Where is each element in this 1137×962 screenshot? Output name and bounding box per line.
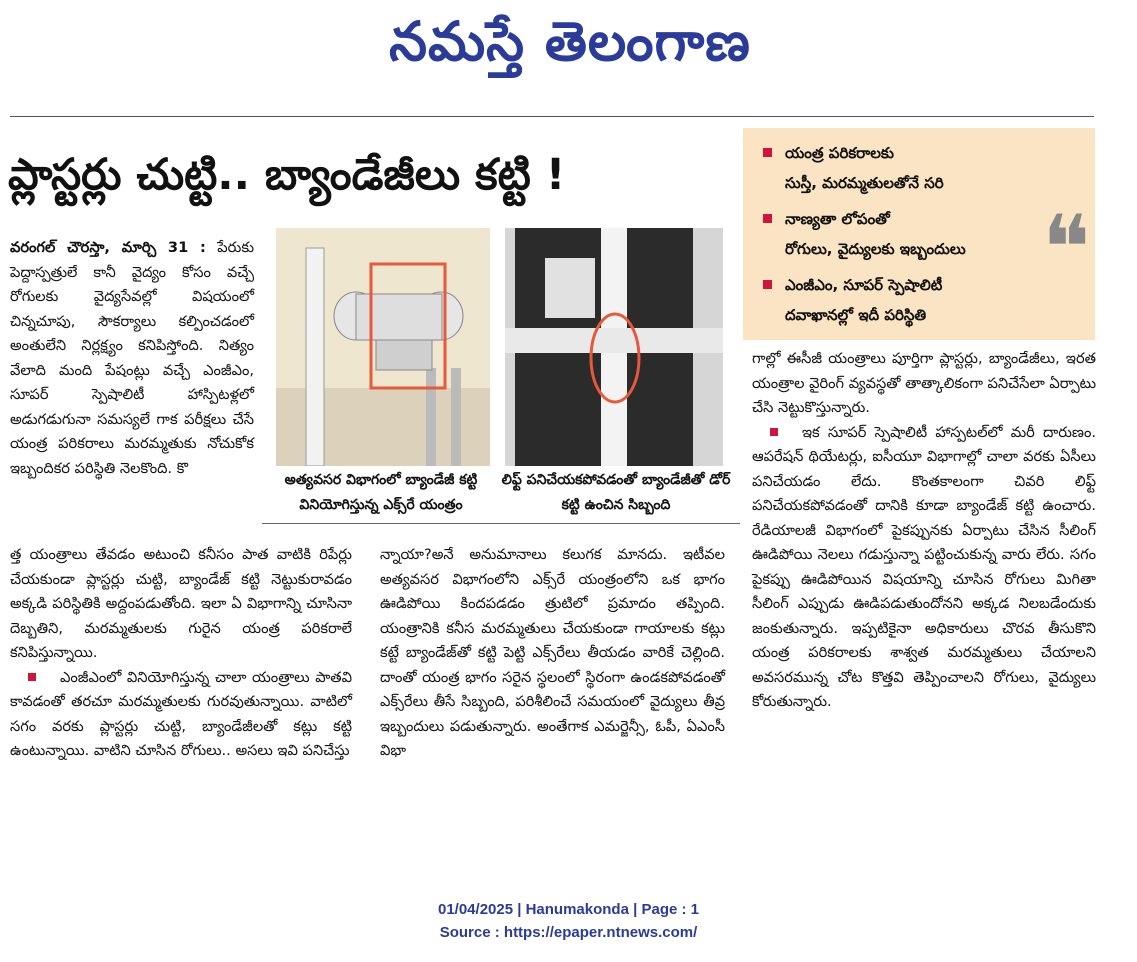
article-paragraph: త్త యంత్రాలు తేవడం అటుంచి కనీసం పాత వాటికి రిపేర్లు చేయకుండా ప్లాస్టర్లు చుట్టి, బ్యాండేజ్ కట్టి నెట్టుకురావడం అక్కడి పరిస్థితికి అద్దంపడుతోంది. ఇలా ఏ విభాగాన్ని చూసినా దెబ్బతిని, మరమ్మతులకు గురైన యంత్ర పరికరాలే కనిపిస్తున్నాయి. <box>10 546 352 661</box>
lift-door-illustration <box>505 228 723 466</box>
highlight-item-1 <box>763 138 944 198</box>
article-lead-text: పేరుకు పెద్దాస్పత్రులే కానీ వైద్యం కోసం వచ్చే రోగులకు వైద్యసేవల్లో విషయంలో చిన్నచూపు, సౌకర్యాలు కల్పించడంలో అంతులేని నిర్లక్ష్యం కనిపిస్తోంది. నిత్యం వేలాది మంది పేషంట్లు వచ్చే ఎంజీఎం, సూపర్ స్పెషాలిటీ హాస్పిటళ్లలో అడుగడుగునా సమస్యలే గాక పరీక్షలు చేసే యంత్ర పరికరాలు మరమ్మతుకు నోచుకోక ఇబ్బందికర పరిస్థితి నెలకొంది. కొ <box>10 239 255 477</box>
footer-edition-info: 01/04/2025 | Hanumakonda | Page : 1 <box>437 901 699 918</box>
quote-mark-icon: ❝ <box>1042 196 1091 301</box>
article-dateline: వరంగల్ చౌరస్తా, మార్చి 31 : <box>10 239 206 256</box>
article-column-2 <box>380 543 725 764</box>
article-column-1-bottom <box>10 543 352 764</box>
footer-source: Source : https://epaper.ntnews.com/ <box>439 924 698 941</box>
highlight-item-1-line2: సుస్తీ, మరమ్మతులతోనే సరి <box>785 174 944 192</box>
highlight-item-2-line1: నాణ్యతా లోపంతో <box>785 210 890 228</box>
photo-caption-lift: లిఫ్ట్ పనిచేయకపోవడంతో బ్యాండేజీతో డోర్ కట్టి ఉంచిన సిబ్బంది <box>501 472 731 513</box>
highlight-item-3-line1: ఎంజీఎం, సూపర్ స్పెషాలిటీ <box>785 276 943 294</box>
article-headline: ప్లాస్టర్లు చుట్టి.. బ్యాండేజీలు కట్టి ! <box>8 150 566 200</box>
bullet-icon <box>763 148 772 157</box>
article-paragraph: ఇక సూపర్ స్పెషాలిటీ హాస్పటల్‌లో మరీ దారుణం. ఆపరేషన్ థియేటర్లు, ఐసీయూ విభాగాల్లో చాలా వరకు ఏసీలు పనిచేయడం లేదు. కొంతకాలంగా చివరి లిఫ్ట్ పనిచేయకపోవడంతో దానికి కూడా బ్యాండేజ్ కట్టి ఉంచారు. రేడియాలజీ విభాగంలో పైకప్పునకు ఏర్పాటు చేసిన సీలింగ్ ఊడిపోయి నెలలు గడుస్తున్నా పట్టించుకున్న వారు లేరు. సగం పైకప్పు ఊడిపోయిన విషయాన్ని చూసిన రోగులు మిగితా సీలింగ్ ఎప్పుడు ఊడిపడుతుందోనని అక్కడ నిలబడేందుకు జంకుతున్నారు. ఇప్పటికైనా అధికారులు చొరవ తీసుకొని యంత్ర పరికరాలకు శాశ్వత మరమ్మతులు చేయాలని అవసరమున్న చోట కొత్తవి తెప్పించాలని రోగులు, వైద్యులు కోరుతున్నారు. <box>752 423 1096 710</box>
bullet-icon <box>763 214 772 223</box>
article-column-3 <box>752 347 1096 715</box>
lift-door-photo <box>505 228 723 466</box>
highlight-item-3-line2: దవాఖానల్లో ఇదీ పరిస్థితి <box>785 306 927 324</box>
masthead-logo: నమస్తే తెలంగాణ <box>389 9 751 73</box>
bullet-icon <box>763 280 772 289</box>
highlight-item-2-line2: రోగులు, వైద్యులకు ఇబ్బందులు <box>785 240 966 258</box>
page-footer <box>0 898 1137 944</box>
bullet-icon <box>28 673 36 681</box>
article-paragraph: ఎంజీఎంలో వినియోగిస్తున్న చాలా యంత్రాలు పాతవి కావడంతో తరచూ మరమ్మతులకు గురవుతున్నాయి. వాటిలో సగం వరకు ప్లాస్టర్లు చుట్టి, బ్యాండేజీలతో కట్లు కట్టి ఉంటున్నాయి. వాటిని చూసిన రోగులు.. అసలు ఇవి పనిచేస్తు <box>10 668 352 759</box>
photo-caption-xray: అత్యవసర విభాగంలో బ్యాండేజీ కట్టి వినియోగిస్తున్న ఎక్స్‌రే యంత్రం <box>284 472 478 513</box>
highlight-item-2 <box>763 204 966 264</box>
article-paragraph: గాల్లో ఈసీజీ యంత్రాలు పూర్తిగా ప్లాస్టర్లు, బ్యాండేజీలు, ఇరత యంత్రాల వైరింగ్ వ్యవస్థతో తాత్కాలికంగా పనిచేసేలా ఏర్పాటు చేసి నెట్టుకొస్తున్నారు. <box>752 350 1096 416</box>
highlight-item-3 <box>763 270 942 330</box>
article-paragraph: న్నాయా?అనే అనుమానాలు కలుగక మానదు. ఇటీవల అత్యవసర విభాగంలోని ఎక్స్‌రే యంత్రంలోని ఒక భాగం ఊడిపోయి కిందపడడం త్రుటిలో ప్రమాదం తప్పింది. యంత్రానికి కనీస మరమ్మతులు చేయకుండా గాయాలకు కట్లు కట్టే బ్యాండేజ్‌తో కట్టి పెట్టి ఎక్స్‌రేలు తీయడం వారికే చెల్లింది. దాంతో యంత్ర భాగం సరైన స్థలంలో స్థిరంగా ఉండకపోవడంతో ఎక్స్‌రేలు తీసే సిబ్బంది, పరిశీలించే సమయంలో వైద్యులు తీవ్ర ఇబ్బందులు పడుతున్నారు. అంతేగాక ఎమర్జెన్సీ, ఓపీ, ఏఎంసీ విభా <box>380 546 725 759</box>
highlight-item-1-line1: యంత్ర పరికరాలకు <box>785 144 894 162</box>
xray-machine-illustration <box>276 228 490 466</box>
xray-machine-photo <box>276 228 490 466</box>
caption-divider <box>262 523 740 524</box>
masthead-rule <box>10 116 1094 117</box>
bullet-icon <box>770 428 778 436</box>
article-column-1-top <box>10 236 254 481</box>
